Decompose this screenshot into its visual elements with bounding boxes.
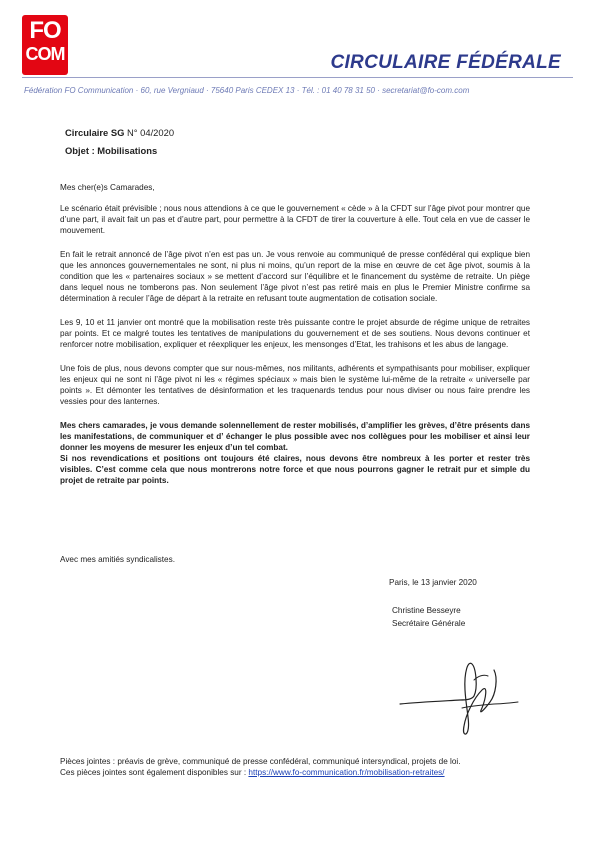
greeting: Mes cher(e)s Camarades, xyxy=(60,183,155,192)
circular-label: Circulaire SG xyxy=(65,127,125,138)
paragraph-1: Le scénario était prévisible ; nous nous attendions à ce que le gouvernement « cède » à la CFDT sur l’âge pivot pour montrer que d’une part, il avait fait un pas et d’autre part, pour permettre à la CFDT de tirer la couverture à elle. Tout cela en vue de casser le mouvement. xyxy=(60,204,530,235)
signatory-name: Christine Besseyre xyxy=(392,606,461,615)
attachments-list: Pièces jointes : préavis de grève, communiqué de presse confédéral, communiqué intersyndical, projets de loi. xyxy=(60,757,461,766)
circular-meta xyxy=(65,124,174,160)
place-date: Paris, le 13 janvier 2020 xyxy=(389,578,477,587)
fo-com-logo xyxy=(22,15,68,75)
bold-paragraph-2: Si nos revendications et positions ont toujours été claires, nous devons être nombreux à les porter et rester très visibles. C’est comme cela que nous montrerons notre force et que nous pourrons gagner le retrait pur et simple du projet de retraite par points. xyxy=(60,454,530,485)
signatory-block xyxy=(392,604,465,630)
circular-reference xyxy=(65,124,174,142)
logo-line-1: FO xyxy=(29,17,61,44)
letter-body xyxy=(60,182,530,486)
object-line xyxy=(65,142,174,160)
document-title: CIRCULAIRE FÉDÉRALE xyxy=(330,52,561,73)
mobilisation-link[interactable]: https://www.fo-communication.fr/mobilisation-retraites/ xyxy=(248,768,445,777)
signatory-role: Secrétaire Générale xyxy=(392,619,466,628)
handwritten-signature xyxy=(398,650,528,740)
logo-line-2: COM xyxy=(25,44,65,64)
attachments-availability xyxy=(60,767,550,778)
paragraph-2: En fait le retrait annoncé de l’âge pivot n’en est pas un. Je vous renvoie au communiqué de presse confédéral qui explique bien que les annonces gouvernementales ne sont, ni plus ni moins, qu’un report de la mise en œuvre de cet âge pivot, soumis à la condition que les « partenaires sociaux » se mettent d’accord sur l’équilibre et le financement du système de retraite. Un piège dans lequel nous ne tomberons pas. Non seulement l’âge pivot n’est pas retiré mais en plus le Premier Ministre confirme sa détermination à reculer l’âge de départ à la retraite en refusant toute augmentation de cotisation sociale. xyxy=(60,250,530,303)
attachments xyxy=(60,756,550,778)
closing-line: Avec mes amitiés syndicalistes. xyxy=(60,555,175,564)
circular-number: N° 04/2020 xyxy=(127,127,175,138)
paragraph-3: Les 9, 10 et 11 janvier ont montré que la mobilisation reste très puissante contre le projet absurde de régime unique de retraites par points. Et ce malgré toutes les tentatives de manipulations du gouvernement et de ses soutiens. Nous devons continuer et renforcer notre mobilisation, expliquer et réexpliquer les enjeux, les mensonges d’Etat, les trahisons et les abus de langage. xyxy=(60,318,530,349)
bold-paragraph-1: Mes chers camarades, je vous demande solennellement de rester mobilisés, d’amplifier les grèves, d’être présents dans les manifestations, de communiquer et d’ échanger le plus possible avec nos collègues pour les mobiliser et ainsi leur donner les moyens de mesurer les enjeux d’un tel combat. xyxy=(60,421,530,452)
header-divider xyxy=(22,77,573,78)
federation-address: Fédération FO Communication · 60, rue Vergniaud · 75640 Paris CEDEX 13 · Tél. : 01 40 78 31 50 · secretariat@fo-com.com xyxy=(24,86,470,95)
paragraph-4: Une fois de plus, nous devons compter que sur nous-mêmes, nos militants, adhérents et sympathisants pour mobiliser, expliquer les enjeux qui ne sont ni l’âge pivot ni les « régimes spéciaux » mais bien le système lui-même de la retraite « universelle par points ». Et démonter les tentatives de désinformation et les traquenards tendus pour nous diviser ou nous faire prendre les vessies pour des lanternes. xyxy=(60,364,530,406)
attachments-prefix: Ces pièces jointes sont également disponibles sur : xyxy=(60,768,249,777)
object-label: Objet : Mobilisations xyxy=(65,145,158,156)
